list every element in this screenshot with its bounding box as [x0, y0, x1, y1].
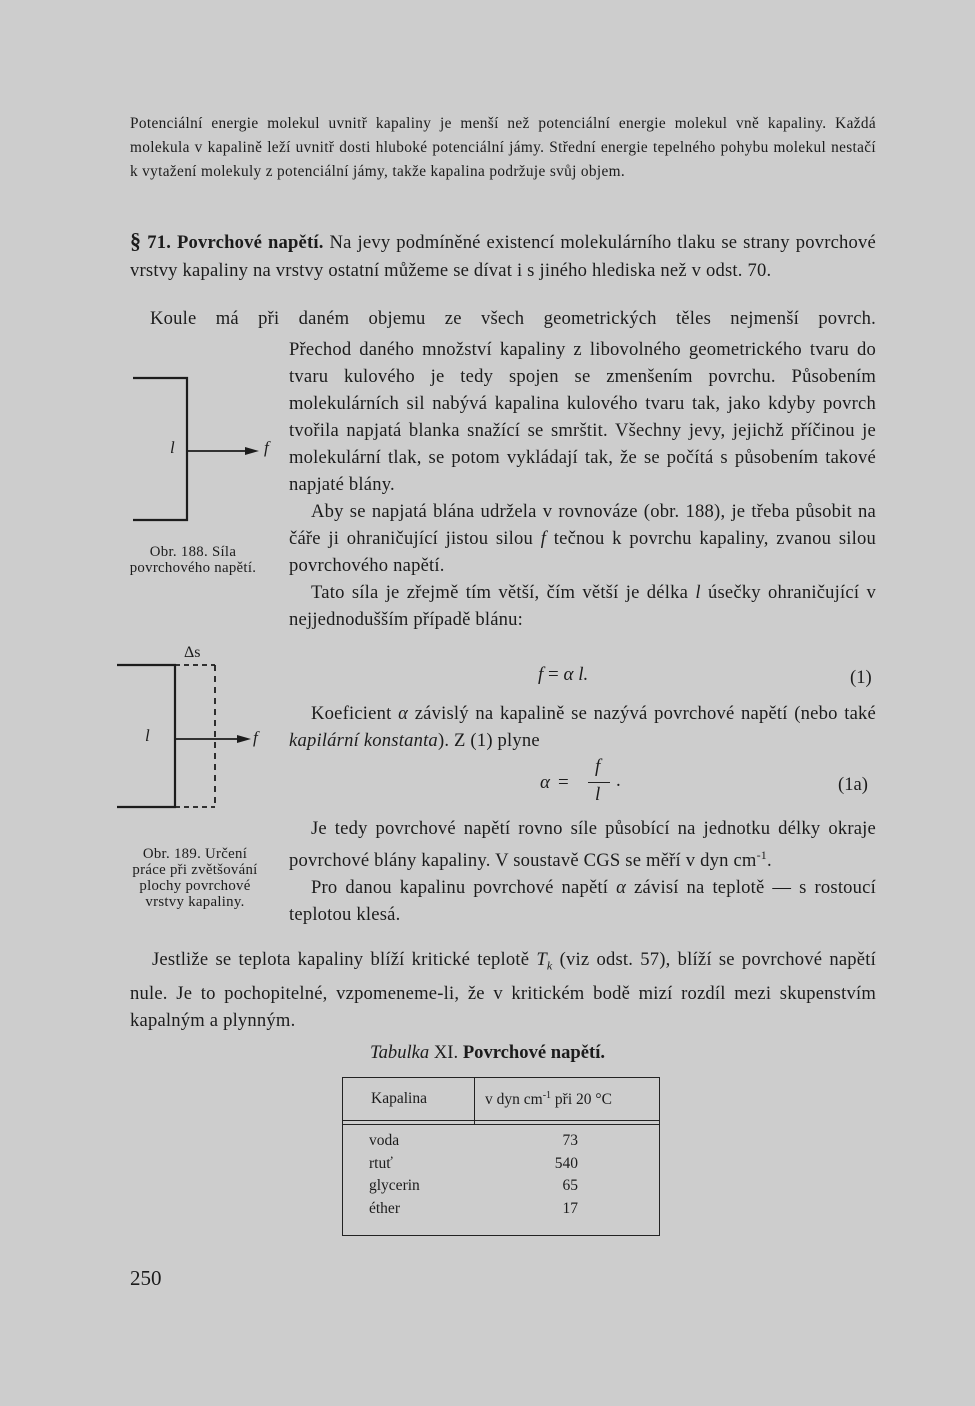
eq1-equals: =: [548, 664, 559, 685]
table-title-bold: Povrchové napětí.: [462, 1042, 606, 1063]
fig189-label-ds: Δs: [184, 644, 201, 661]
eq2-dot: .: [616, 770, 621, 791]
text-span: (viz odst. 57), blíží se povrchové napětí nule. Je to pochopitelné, vzpomeneme-li, že v kritickém bodě mizí rozdíl mezi skupenstvím kapalným a plynným.: [130, 949, 876, 1031]
table-number: XI.: [433, 1042, 459, 1063]
fig189-label-f: f: [253, 728, 258, 747]
symbol-alpha: α: [616, 877, 627, 899]
header-rule-double: [343, 1124, 659, 1125]
eq2-numerator: f: [595, 756, 601, 777]
paragraph-tato-sila: [289, 579, 876, 633]
superscript: -1: [756, 848, 767, 862]
text-span: tečnou k povrchu kapaliny, zvanou silou povrchového napětí.: [289, 528, 876, 576]
text-span: závislý na kapalině se nazývá povrchové napětí (nebo také: [414, 703, 876, 724]
subscript-k: k: [546, 958, 553, 973]
force-arrowhead: [245, 447, 259, 455]
paragraph-koeficient: [289, 700, 876, 754]
figure-188-caption: Obr. 188. Síla povrchového napětí.: [129, 544, 257, 576]
paragraph-prechod: Přechod daného množství kapaliny z libovolného geometrického tvaru do tvaru kulového je tedy spojen se zmenšením povrchu. Působením molekulárních sil nabývá kapalina kulového tvaru tak, jako kdyby povrch tvořila napjatá blanka snažící se smrštit. Všechny jevy, jejichž příčinou je molekulární tlak, se potom vykládají tak, že se počítá s působením takové napjaté blány.: [289, 339, 876, 495]
table-cell-kapalina: voda: [369, 1132, 400, 1149]
fig188-label-f: f: [264, 438, 269, 457]
symbol-l: l: [695, 582, 701, 603]
figure-189-diagram: [115, 660, 275, 820]
paragraph-kriticka-teplota: [130, 946, 876, 1034]
table-cell-value: 65: [562, 1177, 578, 1194]
eq2-denominator: l: [595, 784, 601, 805]
table-cell-kapalina: éther: [369, 1199, 400, 1217]
equation-1: [538, 664, 588, 686]
header-divider: [474, 1078, 475, 1124]
paragraph-je-tedy: [289, 815, 876, 928]
table-cell-kapalina: glycerin: [369, 1177, 420, 1194]
table-title-word: Tabulka: [369, 1042, 430, 1063]
text-span: Tato síla je zřejmě tím větší, čím větší je délka: [311, 582, 689, 603]
page-number: 250: [130, 1266, 162, 1290]
text-span: Je tedy povrchové napětí rovno síle působící na jednotku délky okraje povrchové blány kapaliny. V soustavě CGS se měří v dyn cm: [289, 818, 876, 872]
text-span: Pro danou kapalinu povrchové napětí: [311, 877, 609, 899]
table-cell-value: 17: [562, 1199, 578, 1217]
equation-1a-number: (1a): [838, 774, 868, 795]
term-kapilarni-konstanta: kapilární konstanta: [289, 730, 438, 751]
col-header-value: [485, 1090, 612, 1109]
table-cell-kapalina: rtuť: [369, 1154, 393, 1172]
fraction-bar: [588, 782, 610, 783]
superscript: -1: [542, 1090, 552, 1101]
intro-paragraph: Potenciální energie molekul uvnitř kapaliny je menší než potenciální energie molekul vně kapaliny. Každá molekula v kapalině leží uvnitř dosti hluboké potenciální jámy. Střední energie tepelného pohybu molekul nestačí k vytažení molekuly z potenciální jámy, takže kapalina podržuje svůj objem.: [130, 115, 876, 180]
text-span: Aby se napjatá blána udržela v rovnováze (obr. 188), je třeba působit na čáře ji ohraničující jistou silou: [289, 501, 876, 549]
text-span: při 20 °C: [554, 1091, 612, 1109]
text-span: Koeficient: [311, 703, 392, 724]
text-span: .: [766, 850, 772, 872]
symbol-t: T: [536, 949, 547, 970]
section-heading: 71. Povrchové napětí.: [147, 232, 324, 253]
header-rule: [343, 1120, 659, 1121]
text-span: závisí na teplotě — s rostoucí teplotou klesá.: [289, 877, 876, 926]
text-span: v dyn cm: [485, 1091, 543, 1109]
eq2-lhs: α: [540, 772, 550, 793]
text-span: Jestliže se teplota kapaliny blíží kritické teplotě: [152, 949, 530, 970]
symbol-f: f: [540, 528, 547, 549]
figure-189-caption: Obr. 189. Určení práce při zvětšování plochy povrchové vrstvy kapaliny.: [132, 846, 258, 910]
force-arrowhead: [237, 735, 251, 743]
text-span: úsečky ohraničující v nejjednodušším případě blánu:: [289, 582, 876, 630]
equation-1a: [540, 756, 630, 812]
figure-188-diagram: [125, 370, 285, 530]
fig188-label-l: l: [170, 438, 175, 457]
text-span: ). Z (1) plyne: [437, 730, 540, 751]
equation-1-number: (1): [850, 667, 872, 688]
table-title: [0, 1042, 975, 1064]
symbol-alpha: α: [398, 703, 409, 724]
eq1-lhs: f: [538, 664, 544, 685]
koule-line: Koule má při daném objemu ze všech geometrických těles nejmenší povrch.: [150, 308, 876, 329]
surface-tension-table: [342, 1077, 660, 1236]
eq2-equals: =: [558, 772, 569, 793]
membrane-frame: [133, 378, 187, 520]
table-cell-value: 73: [562, 1132, 578, 1149]
eq1-rhs: α l.: [563, 664, 589, 685]
col-header-kapalina: Kapalina: [371, 1090, 427, 1107]
fig189-label-l: l: [145, 726, 150, 745]
right-column-text: [289, 336, 876, 633]
paragraph-rovnovaha: [289, 498, 876, 579]
section-71-paragraph: [130, 227, 876, 284]
section-symbol: §: [130, 228, 142, 253]
section-text: Na jevy podmíněné existencí molekulárního tlaku se strany povrchové vrstvy kapaliny na vrstvy ostatní můžeme se dívat i s jiného hlediska než v odst. 70.: [130, 232, 876, 281]
table-cell-value: 540: [554, 1154, 578, 1172]
